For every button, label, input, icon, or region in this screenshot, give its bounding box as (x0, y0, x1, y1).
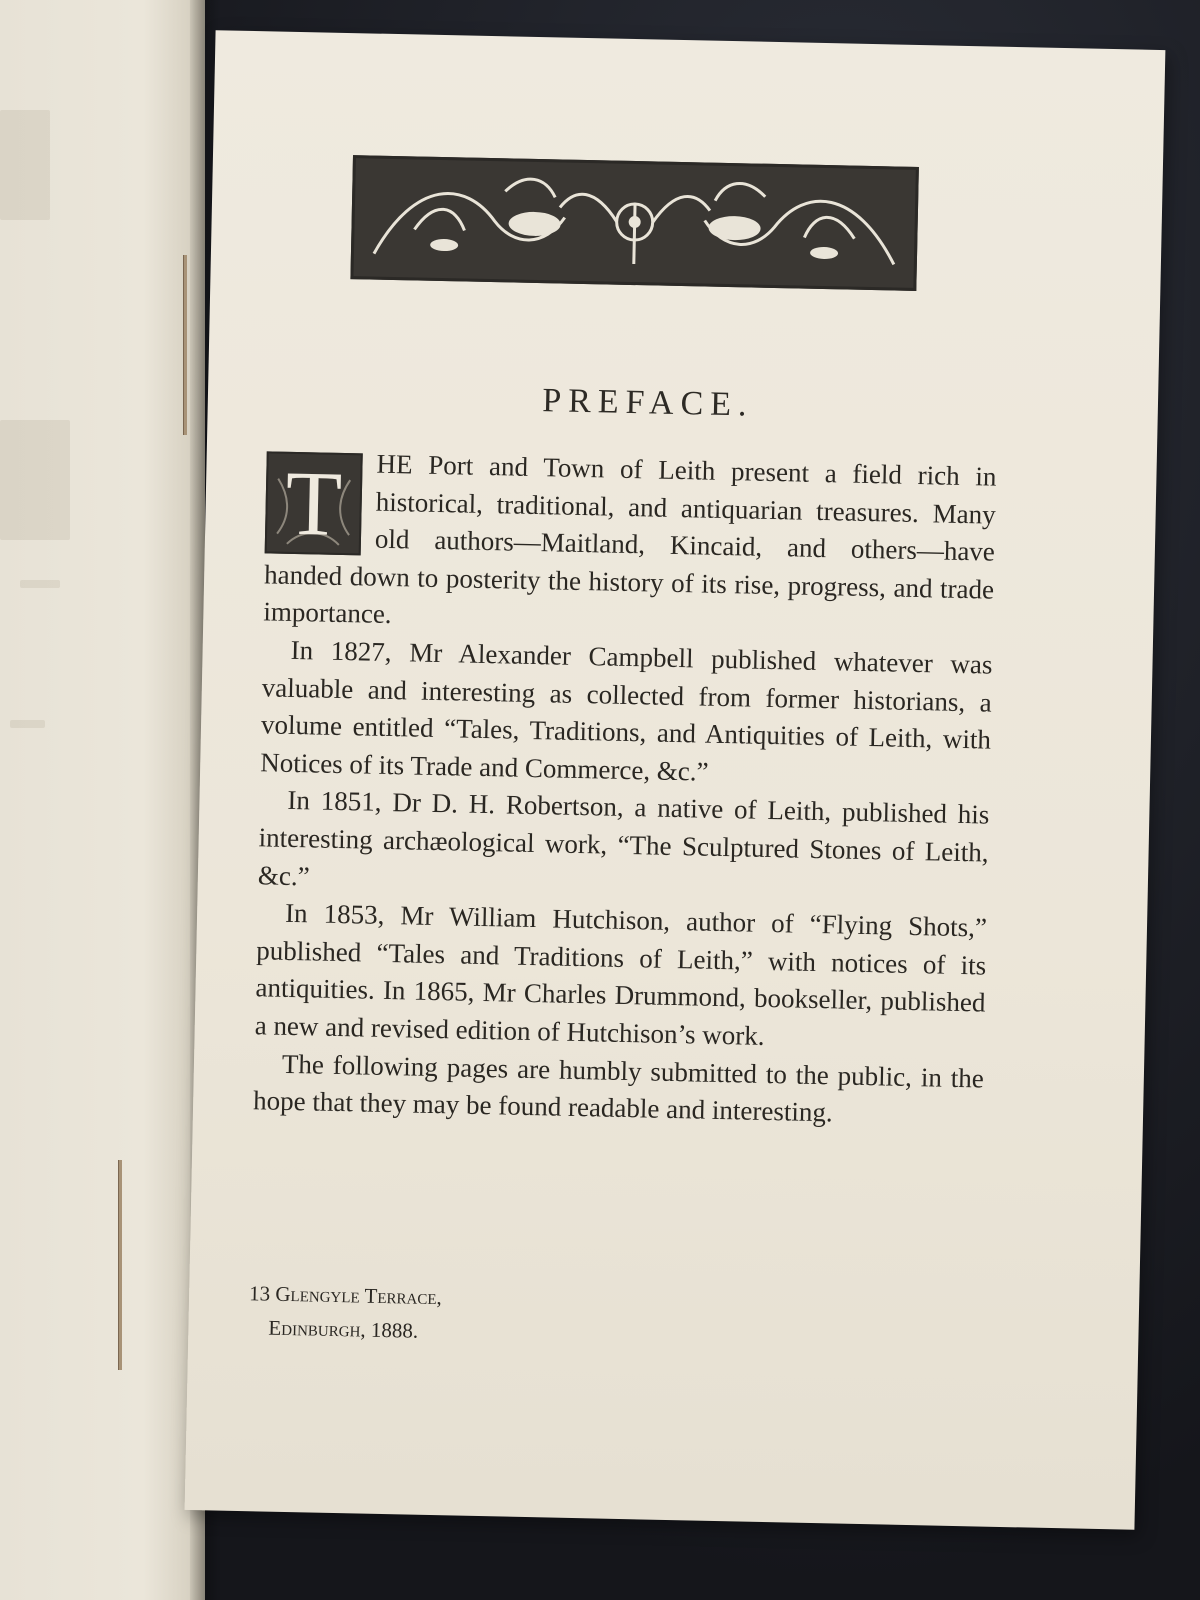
preface-text (253, 443, 997, 1135)
paragraph (263, 443, 997, 646)
show-through-line (10, 720, 45, 728)
paragraph: The following pages are humbly submitted to the public, in the hope that they may be found readable and interesting. (252, 1048, 985, 1128)
paragraph: In 1827, Mr Alexander Campbell published whatever was valuable and interesting as collected from former historians, a volume entitled “Tales, Traditions, and Antiquities of Leith, with Notices of its Trade and Commerce, &c.” (259, 634, 993, 787)
binding-thread (118, 1160, 122, 1370)
signoff-place-date: Edinburgh, 1888. (268, 1315, 419, 1343)
dropcap-letter: T (284, 451, 343, 555)
show-through-ornament (0, 110, 50, 220)
show-through-line (20, 580, 60, 588)
facing-page (0, 0, 205, 1600)
signoff-address: 13 Glengyle Terrace, (248, 1281, 443, 1310)
binding-thread (183, 255, 187, 435)
book-page (185, 30, 1166, 1530)
show-through-initial (0, 420, 70, 540)
page-title: PREFACE. (541, 382, 754, 424)
paragraph: In 1853, Mr William Hutchison, author of “Flying Shots,” published “Tales and Traditions of Leith,” with notices of its antiquities. In 1865, Mr Charles Drummond, bookseller, published a new and revised edition of Hutchison’s work. (254, 897, 988, 1051)
signoff (248, 1276, 442, 1348)
ornamental-initial-icon (265, 451, 363, 555)
floral-ornament-icon (350, 155, 918, 291)
paragraph-text: HE Port and Town of Leith present a field rich in historical, traditional, and antiquarian treasures. Many old authors—Maitland, Kincaid, and others—have handed down to posterity the history of its rise, progress, and trade importance. (263, 448, 997, 630)
paragraph: In 1851, Dr D. H. Robertson, a native of Leith, published his interesting archæological work, “The Sculptured Stones of Leith, &c.” (257, 785, 990, 891)
